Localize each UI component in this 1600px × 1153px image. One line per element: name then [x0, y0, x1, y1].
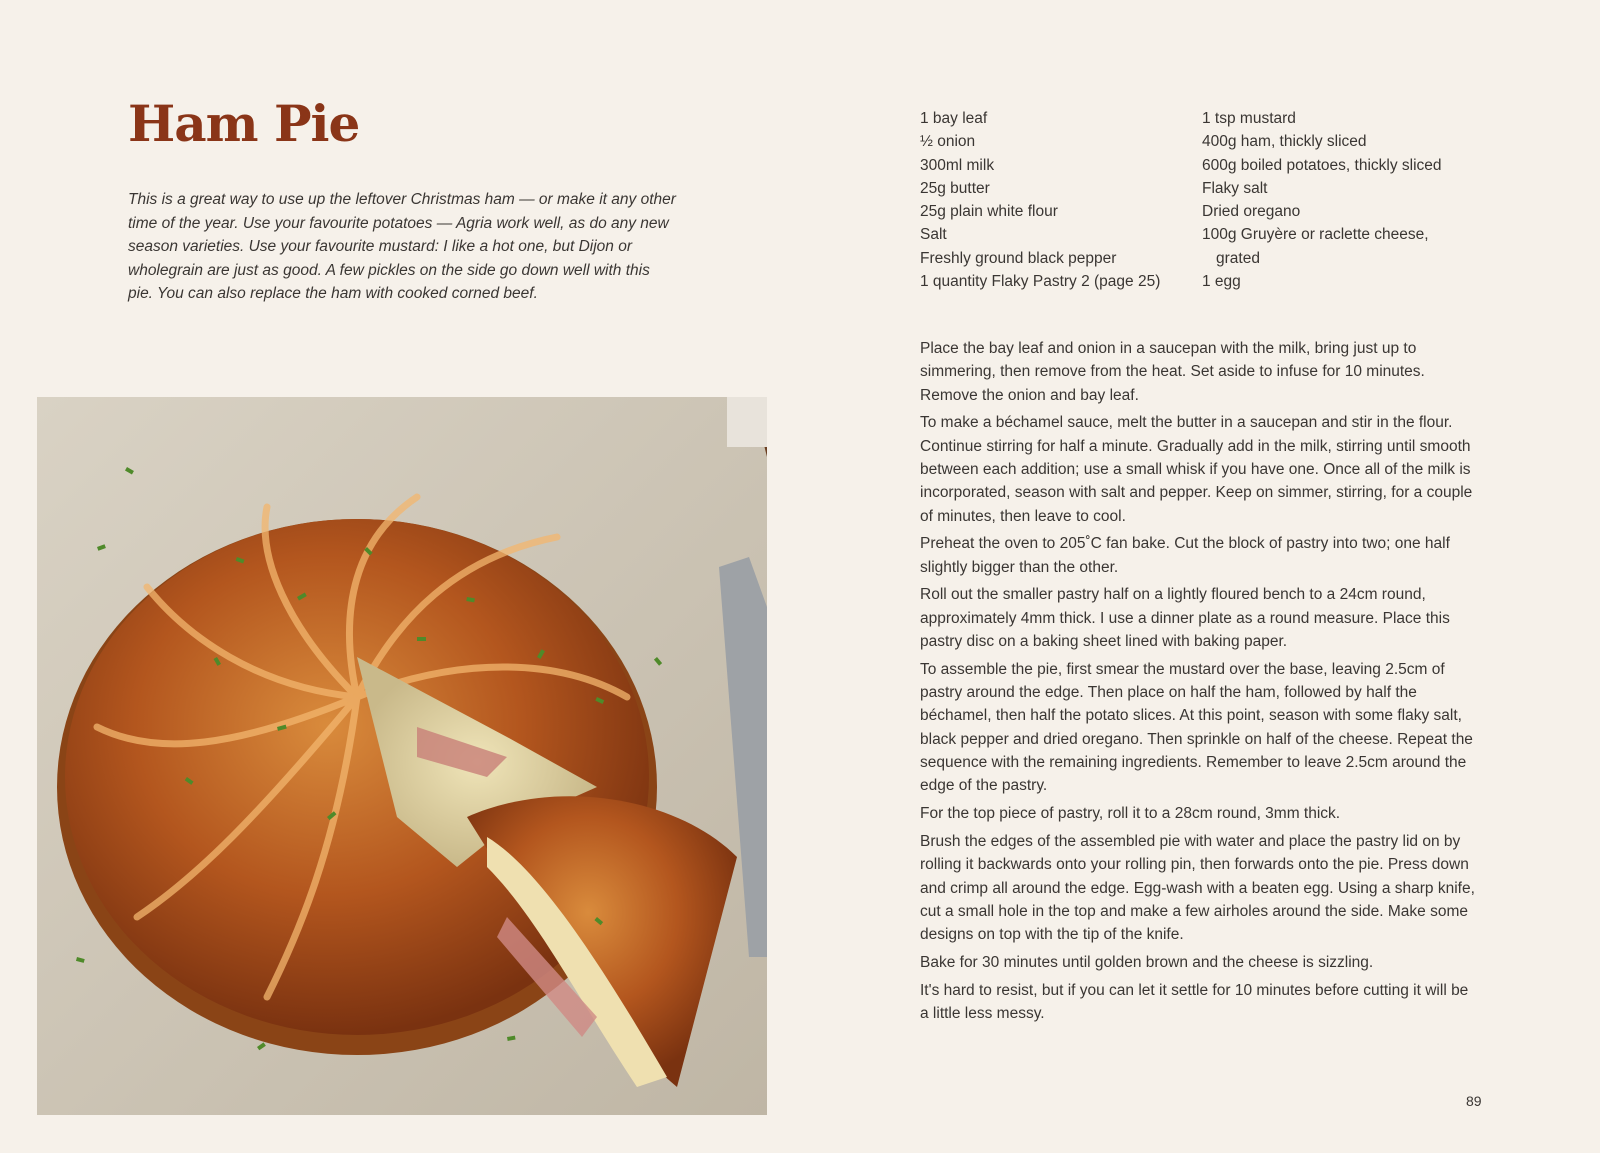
method-step: Brush the edges of the assembled pie with water and place the pastry lid on by rolling it backwards onto your rolling pin, then forwards onto the pie. Press down and crimp all around the edge. Egg-wash with a beaten egg. Using a sharp knife, cut a small hole in the top and make a few airholes around the side. Make some designs on top with the tip of the knife.	[920, 832, 1475, 944]
method-step: For the top piece of pastry, roll it to a 28cm round, 3mm thick.	[920, 805, 1341, 823]
method-step: To make a béchamel sauce, melt the butter in a saucepan and stir in the flour. Continue stirring for half a minute. Gradually add in the milk, stirring until smooth between each addition; use a small whisk if you have one. Once all of the milk is incorporated, season with salt and pepper. Keep on simmer, stirring, for a couple of minutes, then leave to cool.	[920, 414, 1473, 525]
ingredient-item: 25g plain white flour	[920, 203, 1058, 221]
pie-illustration	[37, 397, 767, 1115]
ingredient-item: 400g ham, thickly sliced	[1202, 133, 1367, 151]
method-step: Place the bay leaf and onion in a saucepan with the milk, bring just up to simmering, then remove from the heat. Set aside to infuse for 10 minutes. Remove the onion and bay leaf.	[920, 340, 1425, 404]
ingredient-item: 1 tsp mustard	[1202, 110, 1296, 127]
ingredient-item: 1 egg	[1202, 273, 1241, 291]
ingredient-item: 300ml milk	[920, 156, 995, 174]
recipe-intro: This is a great way to use up the leftover Christmas ham — or make it any other time of the year. Use your favourite potatoes — Agria work well, as do any new season varieties. Use your favourite mustard: I like a hot one, but Dijon or wholegrain are just as good. A few pickles on the side go down well with this pie. You can also replace the ham with cooked corned beef.	[128, 191, 676, 302]
ingredient-item: 1 bay leaf	[920, 110, 988, 127]
ingredient-item: 1 quantity Flaky Pastry 2 (page 25)	[920, 273, 1161, 291]
method-step: It's hard to resist, but if you can let it settle for 10 minutes before cutting it will be a little less messy.	[920, 981, 1469, 1023]
method-step: Bake for 30 minutes until golden brown and the cheese is sizzling.	[920, 953, 1374, 971]
ingredient-item: Dried oregano	[1202, 203, 1301, 221]
method-steps	[920, 337, 1480, 1030]
method-step: To assemble the pie, first smear the mustard over the base, leaving 2.5cm of pastry around the edge. Then place on half the ham, followed by half the béchamel, then half the potato slices. At this point, season with some flaky salt, black pepper and dried oregano. Then sprinkle on half of the cheese. Repeat the sequence with the remaining ingredients. Remember to leave 2.5cm around the edge of the pastry.	[920, 660, 1473, 795]
ingredient-item: ½ onion	[920, 133, 976, 151]
page-number: 89	[1466, 1093, 1482, 1109]
ingredient-item: 100g Gruyère or raclette cheese,	[1202, 226, 1429, 244]
recipe-title: Ham Pie	[128, 94, 360, 153]
ingredient-item: 25g butter	[920, 179, 990, 197]
ingredient-item: Flaky salt	[1202, 179, 1268, 197]
method-step: Roll out the smaller pastry half on a lightly floured bench to a 24cm round, approximately 4mm thick. I use a dinner plate as a round measure. Place this pastry disc on a baking sheet lined with baking paper.	[920, 586, 1450, 651]
ingredient-item: Freshly ground black pepper	[920, 249, 1117, 267]
ingredients-column-2	[1202, 107, 1502, 293]
method-step: Preheat the oven to 205˚C fan bake. Cut the block of pastry into two; one half slightly bigger than the other.	[920, 535, 1450, 576]
ham-pie-photo	[37, 397, 767, 1115]
ingredients-column-1	[920, 107, 1200, 293]
ingredient-item-continuation: grated	[1216, 249, 1260, 267]
ingredient-item: 600g boiled potatoes, thickly sliced	[1202, 156, 1442, 174]
ingredient-item: Salt	[920, 226, 947, 244]
